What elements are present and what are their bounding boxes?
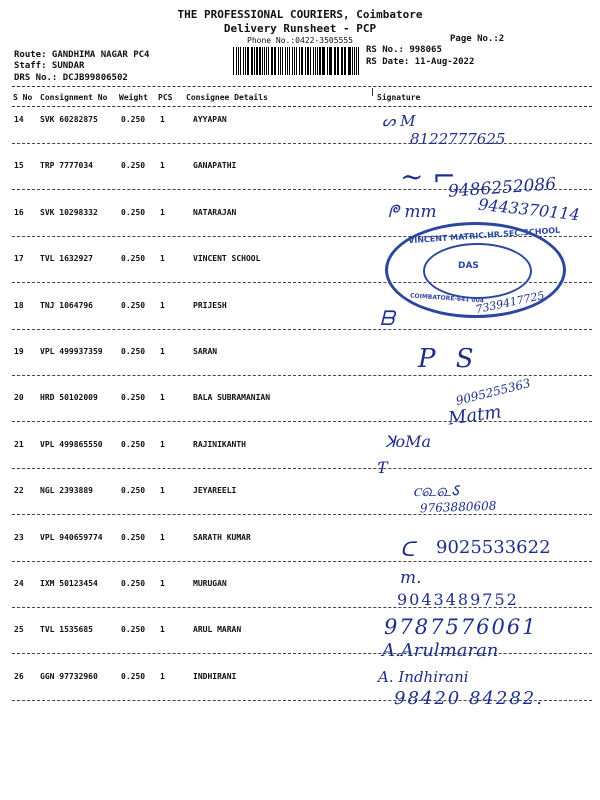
cell-pcs: 1: [160, 532, 165, 542]
cell-consignment: VPL 940659774: [40, 532, 103, 542]
cell-sno: 23: [14, 532, 24, 542]
cell-pcs: 1: [160, 347, 165, 356]
cell-pcs: 1: [160, 300, 165, 310]
runsheet-title: THE PROFESSIONAL COURIERS, Coimbatore: [177, 8, 423, 21]
cell-weight: 0.250: [121, 393, 146, 403]
cell-consignee: SARAN: [193, 347, 218, 356]
cell-consignment: SVK 60282875: [40, 115, 98, 124]
cell-consignment: TRP 7777034: [40, 161, 93, 171]
cell-consignee: SARATH KUMAR: [193, 532, 251, 542]
signature-column-divider: [372, 88, 373, 96]
cell-pcs: 1: [160, 579, 165, 588]
table-row: [0, 393, 600, 439]
cell-consignment: NGL 2393889: [40, 486, 93, 496]
handwritten-phone-25: 9787576061: [384, 615, 538, 639]
col-consignee: Consignee Details: [186, 93, 268, 102]
handwritten-phone-16: 9443370114: [477, 194, 581, 225]
cell-sno: 20: [14, 393, 24, 403]
row-divider: [12, 653, 592, 654]
cell-weight: 0.250: [121, 115, 146, 124]
row-divider: [12, 514, 592, 515]
handwritten-phone-24: 9043489752: [397, 590, 519, 609]
cell-consignee: VINCENT SCHOOL: [193, 254, 261, 264]
col-sno: S No: [13, 93, 33, 102]
cell-weight: 0.250: [121, 254, 146, 264]
cell-pcs: 1: [160, 207, 165, 217]
cell-consignment: TNJ 1064796: [40, 300, 93, 310]
cell-consignee: MURUGAN: [193, 579, 227, 588]
handwritten-phone-18: 7339417725: [474, 288, 546, 317]
cell-pcs: 1: [160, 486, 165, 496]
cell-pcs: 1: [160, 671, 165, 681]
cell-weight: 0.250: [121, 439, 146, 449]
cell-consignee: AYYAPAN: [193, 115, 227, 124]
cell-consignee: GANAPATHI: [193, 161, 237, 171]
cell-weight: 0.250: [121, 161, 146, 171]
cell-consignment: VPL 499937359: [40, 347, 103, 356]
drs-number: DRS No.: DCJB99806502: [14, 73, 128, 83]
cell-consignee: RAJINIKANTH: [193, 439, 246, 449]
barcode: [233, 47, 361, 75]
handwritten-phone-23: 9025533622: [436, 537, 551, 558]
cell-consignee: INDHIRANI: [193, 671, 237, 681]
cell-sno: 26: [14, 671, 24, 681]
cell-consignment: TVL 1535685: [40, 625, 93, 635]
handwritten-phone-20: 9095255363: [454, 375, 532, 409]
cell-consignee: NATARAJAN: [193, 207, 237, 217]
cell-consignment: SVK 10298332: [40, 207, 98, 217]
col-consignment: Consignment No: [40, 93, 108, 102]
col-weight: Weight: [119, 93, 148, 102]
handwritten-sign-19: P S: [418, 344, 480, 374]
table-row: [0, 440, 600, 486]
header-divider-bottom: [12, 106, 592, 107]
stamp-bottom-text: COIMBATORE-641 004: [409, 292, 485, 305]
stamp-center-text: DAS: [458, 261, 479, 271]
route-label: Route: GANDHIMA NAGAR PC4: [14, 50, 150, 60]
row-divider: [12, 561, 592, 562]
handwritten-phone-26: 98420 84282.: [394, 688, 544, 709]
handwritten-phone-15: 9486252086: [447, 174, 557, 202]
cell-pcs: 1: [160, 161, 165, 171]
cell-sno: 22: [14, 486, 24, 496]
cell-pcs: 1: [160, 439, 165, 449]
cell-weight: 0.250: [121, 207, 146, 217]
table-row: [0, 115, 600, 161]
cell-pcs: 1: [160, 254, 165, 264]
row-divider: [12, 468, 592, 469]
cell-sno: 21: [14, 439, 24, 449]
handwritten-phone-14: 8122777625: [410, 130, 506, 148]
cell-sno: 25: [14, 625, 24, 635]
cell-sno: 15: [14, 161, 24, 171]
cell-consignee: BALA SUBRAMANIAN: [193, 393, 271, 403]
cell-consignee: ARUL MARAN: [193, 625, 242, 635]
row-divider: [12, 329, 592, 330]
cell-consignment: HRD 50102009: [40, 393, 98, 403]
cell-weight: 0.250: [121, 532, 146, 542]
cell-sno: 24: [14, 579, 24, 588]
handwritten-phone-22: 9763880608: [419, 498, 497, 516]
cell-weight: 0.250: [121, 671, 146, 681]
phone-number: Phone No.:0422-3505555: [247, 36, 353, 45]
page-number: Page No.:2: [450, 34, 505, 44]
cell-sno: 18: [14, 300, 24, 310]
cell-consignee: JEYAREELI: [193, 486, 237, 496]
handwritten-name-25: A.Arulmaran: [382, 640, 499, 661]
cell-consignee: PRIJESH: [193, 300, 227, 310]
cell-pcs: 1: [160, 393, 165, 403]
header-divider-top: [12, 86, 592, 87]
stamp-top-text: VINCENT MATRIC.HR.SEC.SCHOOL: [407, 225, 561, 246]
cell-weight: 0.250: [121, 579, 146, 588]
cell-consignment: GGN 97732960: [40, 671, 98, 681]
cell-consignment: TVL 1632927: [40, 254, 93, 264]
col-signature: Signature: [377, 93, 421, 102]
rs-number: RS No.: 998065: [366, 45, 442, 55]
cell-pcs: 1: [160, 625, 165, 635]
row-divider: [12, 421, 592, 422]
table-row: [0, 486, 600, 532]
staff-label: Staff: SUNDAR: [14, 61, 85, 71]
cell-sno: 14: [14, 115, 24, 124]
cell-sno: 16: [14, 207, 24, 217]
cell-weight: 0.250: [121, 300, 146, 310]
col-pcs: PCS: [158, 93, 173, 102]
cell-sno: 17: [14, 254, 24, 264]
cell-pcs: 1: [160, 115, 165, 124]
cell-consignment: IXM 50123454: [40, 579, 98, 588]
row-divider: [12, 375, 592, 376]
cell-weight: 0.250: [121, 347, 146, 356]
cell-weight: 0.250: [121, 486, 146, 496]
cell-weight: 0.250: [121, 625, 146, 635]
cell-consignment: VPL 499865550: [40, 439, 103, 449]
runsheet-subtitle: Delivery Runsheet - PCP: [223, 22, 377, 35]
handwritten-name-26: A. Indhirani: [378, 668, 469, 686]
rs-date: RS Date: 11-Aug-2022: [366, 57, 475, 67]
cell-sno: 19: [14, 347, 24, 356]
